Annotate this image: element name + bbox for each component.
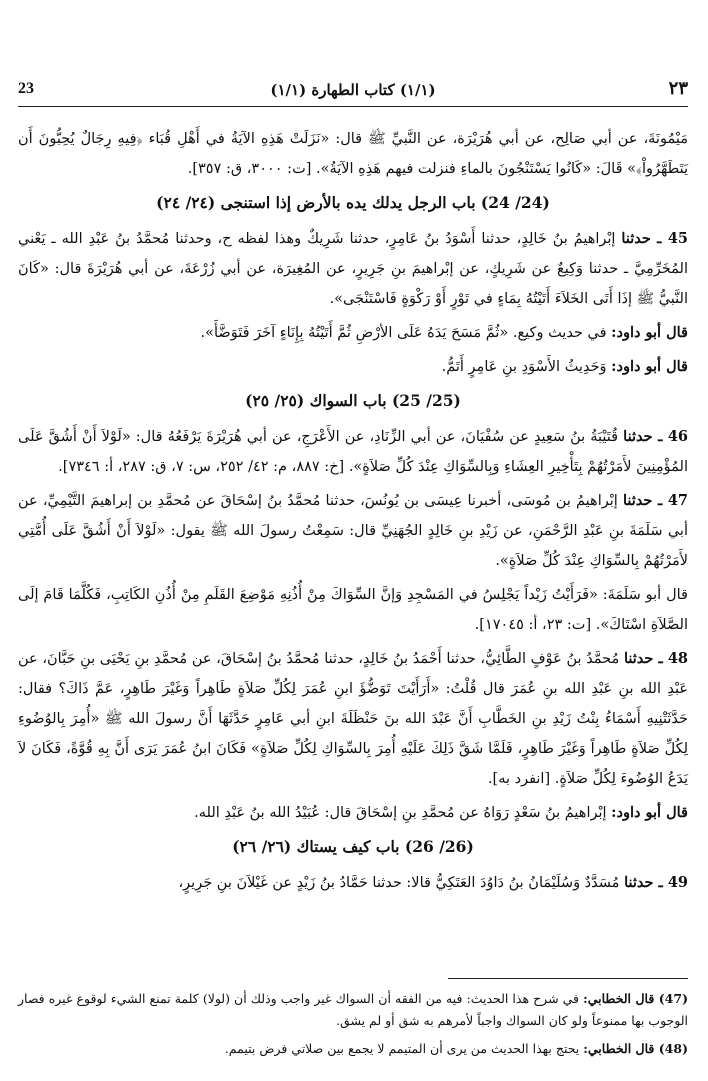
main-text (18, 124, 688, 902)
paragraph-text: إبْراهيمُ بنُ خَالِدٍ، حدثنا أَسْوَدُ بنُ عَامِرٍ، حدثنا شَرِيكٌ وهذا لفظه ح، وحدثنا مُحمَّدُ بنُ عَبْدِ الله ـ يَعْني المُخَرِّمِيَّ ـ حدثنا وَكِيعٌ عن شَرِيكٍ، عن إبْراهيمَ بنِ جَرِيرٍ، عن المُغِيرَة، عن أبي زُرْعَةَ، عن أبي هُرَيْرَةَ قال: «كَانَ النَّبيُّ ﷺ إذَا أَتَى الخَلاَءَ أَتَيْتُهُ بِمَاءٍ في تَوْرٍ أَوْ رَكْوَةٍ فَاسْتَنْجَى». (18, 231, 688, 307)
paragraph-text: قُتَيْبَةُ بنُ سَعِيدٍ عن سُفْيَانَ، عن أبي الزِّنَادِ، عن الأَعْرَجِ، عن أبي هُرَيْرَةَ يَرْفَعُهُ قال: «لَوْلاَ أَنْ أَشُقَّ عَلَى المُؤْمِنِينَ لأَمَرْتُهُمْ بِتَأْخِيرِ العِشَاءِ وَبِالسِّوَاكِ عِنْدَ كُلِّ صَلاَةٍ». [خ: ٨٨٧، م: ٤٢/ ٢٥٢، س: ٧، ق: ٢٨٧، أ: ٧٣٤٦]. (18, 429, 688, 475)
footnote-label: (47) قال الخطابي: (583, 991, 688, 1006)
hadith-paragraph (18, 224, 688, 314)
paragraph-text: إبْراهيمُ بن مُوسَى، أخبرنا عِيسَى بن يُونُسَ، حدثنا مُحمَّدُ بنُ إسْحَاقَ عن مُحمَّدِ بن إبراهيمَ التَّيْمِيِّ، عن أبي سَلَمَةَ بنِ عَبْدِ الرَّحْمَنِ، عن زَيْدِ بنِ خَالِدٍ الجُهَنِيِّ قال: سَمِعْتُ رسولَ الله ﷺ يقول: «لَوْلاَ أَنْ أَشُقَّ عَلَى أُمَّتِي لأَمَرْتُهُمْ بِالسِّوَاكِ عِنْدَ كُلِّ صَلاَةٍ». (18, 493, 688, 569)
section-heading: (25/ 25) باب السواك (٢٥/ ٢٥) (245, 391, 461, 410)
paragraph-label: قال أبو داود: (611, 804, 688, 821)
paragraph-text: إبْراهيمُ بنُ سَعْدٍ رَوَاهُ عن مُحمَّدِ بنِ إسْحَاقَ قال: عُبَيْدُ الله بنُ عَبْدِ الله. (194, 805, 607, 821)
paragraph-label: 47 ـ حدثنا (622, 492, 689, 509)
hadith-paragraph (18, 318, 688, 348)
paragraph-text: قال أبو سَلَمَةَ: «فَرَأَيْتُ زَيْداً يَجْلِسُ في المَسْجِدِ وَإنَّ السِّوَاكَ مِنْ أُذُنِهِ مَوْضِعَ القَلَمِ مِنْ أُذُنِ الكَاتِبِ، فَكُلَّمَا قَامَ إلَى الصَّلاَةِ اسْتَاكَ». [ت: ٢٣، أ: ١٧٠٤٥]. (18, 587, 688, 633)
footnote (18, 988, 688, 1032)
hadith-paragraph (18, 486, 688, 576)
hadith-paragraph (18, 798, 688, 828)
footnote-text: في شرح هذا الحديث: فيه من الفقه أن السواك غير واجب وذلك أن (لولا) كلمة تمنع الشيء لوقوع غيره فصار الوجوب بها ممنوعاً ولو كان السواك واجباً لأمرهم به شق أو لم يشق. (18, 991, 688, 1028)
page-header (18, 78, 688, 107)
hadith-paragraph (18, 644, 688, 794)
hadith-paragraph (18, 580, 688, 640)
paragraph-label: 45 ـ حدثنا (621, 230, 688, 247)
paragraph-label: قال أبو داود: (611, 324, 688, 341)
page-number-latin: 23 (18, 80, 34, 97)
paragraph-text: مَيْمُونَةَ، عن أبي صَالِح، عن أبي هُرَيْرَة، عن النَّبيِّ ﷺ قال: «نَزَلَتْ هَذِهِ الآيَةُ في أَهْلِ قُبَاء ﴿فِيهِ رِجَالٌ يُحِبُّونَ أَن يَتَطَهَّرُواْ﴾» قَالَ: «كَانُوا يَسْتَنْجُونَ بالماءِ فنزلت فيهم هَذِهِ الآيَةُ». [ت: ٣٠٠٠، ق: ٣٥٧]. (18, 131, 688, 177)
footnotes (18, 988, 688, 1066)
paragraph-text: مُحمَّدُ بنُ عَوْفٍ الطَّائِيُّ، حدثنا أَحْمَدُ بنُ خَالِدٍ، حدثنا مُحمَّدُ بنُ إسْحَاقَ، عن مُحمَّدِ بنِ يَحْيَى بنِ حَبَّانَ، عن عَبْدِ الله بنِ عَبْدِ الله بنِ عُمَرَ قال قُلْتُ: «أَرَأَيْتَ تَوَضُّؤَ ابنِ عُمَرَ لِكُلِّ صَلاَةٍ طَاهِراً وَغَيْرَ طَاهِرٍ، عَمَّ ذَاكَ؟ فقال: حَدَّثَتْنِيهِ أَسْمَاءُ بِنْتُ زَيْدِ بنِ الخَطَّابِ أَنَّ عَبْدَ الله بنَ حَنْظَلَةَ ابنِ أبي عَامِرٍ حَدَّثَهَا أَنَّ رسولَ الله ﷺ «أُمِرَ بِالوُضُوءِ لِكُلِّ صَلاَةٍ طَاهِراً وَغَيْرَ طَاهِرٍ، فَلَمَّا شَقَّ ذَلِكَ عَلَيْهِ أُمِرَ بِالسِّوَاكِ لِكُلِّ صَلاَةٍ» فَكَانَ ابنُ عُمَرَ يَرَى أَنَّ بِهِ قُوَّةً، فَكَانَ لاَ يَدَعُ الوُضُوءَ لِكُلِّ صَلاَةٍ. [انفرد به]. (18, 651, 688, 787)
running-title: (١/١) كتاب الطهارة (١/١) (270, 81, 436, 99)
paragraph-label: 48 ـ حدثنا (623, 650, 688, 667)
paragraph-label: 46 ـ حدثنا (623, 428, 689, 445)
paragraph-text: في حديث وكيع. «ثُمَّ مَسَحَ يَدَهُ عَلَى الأرْضِ ثُمَّ أَتَيْتُهُ بِإِنَاءٍ آخَرَ فَتَوَضَّأَ». (200, 325, 607, 341)
footnote-text: يحتج بهذا الحديث من يرى أن المتيمم لا يجمع بين صلاتي فرض بتيمم. (224, 1041, 584, 1056)
hadith-paragraph (18, 352, 688, 382)
page-number-arabic: ٢٣ (668, 78, 688, 99)
hadith-paragraph (18, 422, 688, 482)
section-heading: (26/ 26) باب كيف يستاك (٢٦/ ٢٦) (232, 837, 474, 856)
footnote-label: (48) قال الخطابي: (583, 1041, 688, 1056)
section-heading: (24/ 24) باب الرجل يدلك يده بالأرض إذا استنجى (٢٤/ ٢٤) (156, 193, 550, 212)
paragraph-text: وَحَدِيثُ الأَسْوَدِ بنِ عَامِرٍ أَتَمُّ. (441, 359, 607, 375)
footnote (18, 1038, 688, 1060)
hadith-paragraph (18, 868, 688, 898)
paragraph-label: قال أبو داود: (611, 358, 688, 375)
paragraph-label: 49 ـ حدثنا (624, 874, 688, 891)
paragraph-text: مُسَدَّدٌ وَسُلَيْمَانُ بنُ دَاوُدَ العَتَكِيُّ قالا: حدثنا حَمَّادُ بنُ زَيْدٍ عن غَيْلاَنَ بنِ جَرِيرٍ، (178, 875, 620, 891)
footnote-divider (448, 978, 688, 979)
hadith-paragraph (18, 124, 688, 184)
